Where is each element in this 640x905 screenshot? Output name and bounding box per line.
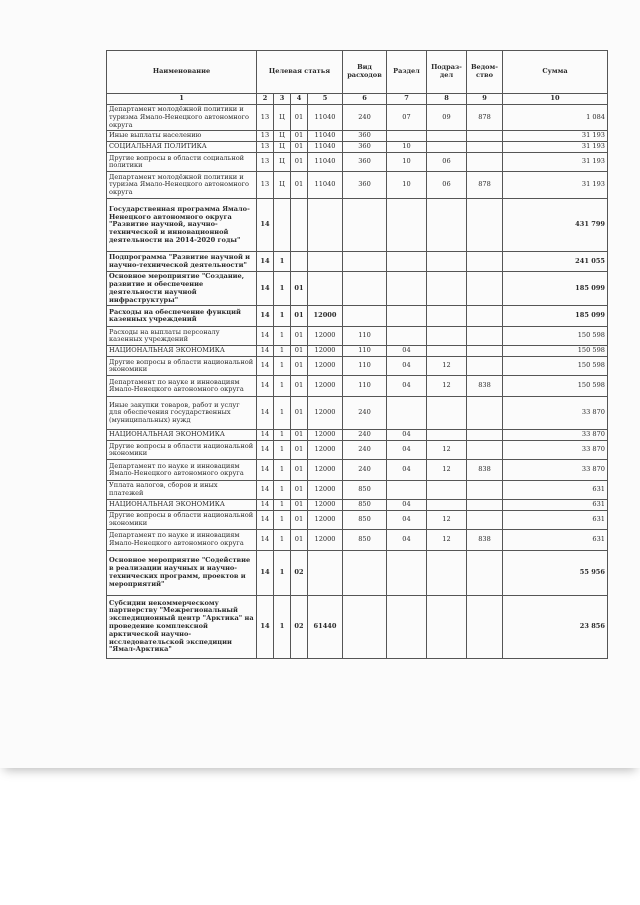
subsection-code: 06 xyxy=(427,172,467,199)
section-code: 10 xyxy=(387,153,427,172)
department-code xyxy=(467,153,503,172)
expense-type-code xyxy=(343,550,387,595)
sum-value: 150 598 xyxy=(503,357,608,376)
sum-value: 431 799 xyxy=(503,199,608,252)
target-code-direction: 11040 xyxy=(308,131,343,142)
expense-type-code: 360 xyxy=(343,131,387,142)
sum-value: 150 598 xyxy=(503,376,608,397)
expense-type-code: 110 xyxy=(343,327,387,346)
column-number: 1 xyxy=(107,94,257,105)
section-code: 07 xyxy=(387,105,427,131)
target-code-activity: 01 xyxy=(291,327,308,346)
expense-type-code: 240 xyxy=(343,441,387,460)
subsection-code xyxy=(427,272,467,306)
subsection-code xyxy=(427,346,467,357)
target-code-activity: 01 xyxy=(291,460,308,481)
target-code-program: 14 xyxy=(257,430,274,441)
subsection-code: 12 xyxy=(427,441,467,460)
department-code xyxy=(467,441,503,460)
subsection-code: 12 xyxy=(427,510,467,529)
target-code-direction: 12000 xyxy=(308,460,343,481)
department-code: 878 xyxy=(467,172,503,199)
target-code-activity: 01 xyxy=(291,105,308,131)
sum-value: 33 870 xyxy=(503,397,608,430)
target-code-program: 14 xyxy=(257,441,274,460)
sum-value: 31 193 xyxy=(503,142,608,153)
target-code-direction: 12000 xyxy=(308,397,343,430)
table-row xyxy=(107,510,608,529)
row-name: Другие вопросы в области национальной экономики xyxy=(107,441,257,460)
target-code-program: 13 xyxy=(257,142,274,153)
table-row xyxy=(107,272,608,306)
department-code xyxy=(467,131,503,142)
table-row xyxy=(107,105,608,131)
row-name: Другие вопросы в области национальной экономики xyxy=(107,357,257,376)
budget-table xyxy=(106,50,608,659)
table-row xyxy=(107,199,608,252)
table-body xyxy=(107,105,608,659)
row-name: Департамент по науке и инновациям Ямало-Ненецкого автономного округа xyxy=(107,529,257,550)
target-code-subprogram: Ц xyxy=(274,172,291,199)
header-name: Наименование xyxy=(107,51,257,94)
department-code xyxy=(467,357,503,376)
header-section: Раздел xyxy=(387,51,427,94)
target-code-subprogram: 1 xyxy=(274,430,291,441)
department-code xyxy=(467,510,503,529)
department-code xyxy=(467,252,503,272)
section-code: 10 xyxy=(387,172,427,199)
target-code-activity: 01 xyxy=(291,499,308,510)
target-code-subprogram xyxy=(274,199,291,252)
department-code xyxy=(467,272,503,306)
table-row xyxy=(107,529,608,550)
target-code-program: 14 xyxy=(257,510,274,529)
sum-value: 185 099 xyxy=(503,272,608,306)
target-code-direction: 12000 xyxy=(308,430,343,441)
target-code-activity xyxy=(291,199,308,252)
target-code-program: 14 xyxy=(257,499,274,510)
department-code xyxy=(467,550,503,595)
department-code xyxy=(467,346,503,357)
row-name: Департамент по науке и инновациям Ямало-Ненецкого автономного округа xyxy=(107,460,257,481)
target-code-program: 14 xyxy=(257,199,274,252)
subsection-code: 06 xyxy=(427,153,467,172)
expense-type-code: 110 xyxy=(343,376,387,397)
target-code-program: 13 xyxy=(257,131,274,142)
table-row xyxy=(107,595,608,658)
target-code-direction: 11040 xyxy=(308,105,343,131)
target-code-activity xyxy=(291,252,308,272)
table-header-row xyxy=(107,51,608,94)
target-code-subprogram: 1 xyxy=(274,510,291,529)
subsection-code xyxy=(427,430,467,441)
section-code xyxy=(387,397,427,430)
target-code-subprogram: Ц xyxy=(274,153,291,172)
target-code-activity: 01 xyxy=(291,131,308,142)
target-code-activity: 01 xyxy=(291,441,308,460)
expense-type-code xyxy=(343,199,387,252)
target-code-program: 14 xyxy=(257,376,274,397)
expense-type-code: 850 xyxy=(343,499,387,510)
subsection-code: 12 xyxy=(427,376,467,397)
subsection-code: 12 xyxy=(427,357,467,376)
target-code-activity: 02 xyxy=(291,550,308,595)
target-code-program: 14 xyxy=(257,550,274,595)
sum-value: 241 055 xyxy=(503,252,608,272)
column-number: 5 xyxy=(308,94,343,105)
expense-type-code: 240 xyxy=(343,460,387,481)
target-code-subprogram: 1 xyxy=(274,327,291,346)
table-row xyxy=(107,172,608,199)
section-code xyxy=(387,199,427,252)
sum-value: 1 084 xyxy=(503,105,608,131)
target-code-activity: 01 xyxy=(291,357,308,376)
table-row xyxy=(107,252,608,272)
target-code-subprogram: 1 xyxy=(274,306,291,327)
column-number: 10 xyxy=(503,94,608,105)
target-code-direction: 12000 xyxy=(308,481,343,500)
row-name: Департамент по науке и инновациям Ямало-Ненецкого автономного округа xyxy=(107,376,257,397)
column-number: 6 xyxy=(343,94,387,105)
section-code: 04 xyxy=(387,510,427,529)
target-code-subprogram: Ц xyxy=(274,131,291,142)
target-code-direction: 61440 xyxy=(308,595,343,658)
target-code-subprogram: 1 xyxy=(274,499,291,510)
sum-value: 150 598 xyxy=(503,327,608,346)
target-code-program: 14 xyxy=(257,357,274,376)
sum-value: 150 598 xyxy=(503,346,608,357)
target-code-activity: 01 xyxy=(291,172,308,199)
section-code: 04 xyxy=(387,529,427,550)
sum-value: 631 xyxy=(503,481,608,500)
target-code-direction: 11040 xyxy=(308,153,343,172)
target-code-activity: 01 xyxy=(291,346,308,357)
target-code-subprogram: Ц xyxy=(274,105,291,131)
target-code-direction: 12000 xyxy=(308,376,343,397)
target-code-activity: 01 xyxy=(291,142,308,153)
row-name: Департамент молодёжной политики и туризма Ямало-Ненецкого автономного округа xyxy=(107,172,257,199)
column-number: 8 xyxy=(427,94,467,105)
target-code-activity: 01 xyxy=(291,272,308,306)
target-code-program: 14 xyxy=(257,272,274,306)
section-code: 04 xyxy=(387,376,427,397)
department-code xyxy=(467,327,503,346)
table-row xyxy=(107,346,608,357)
target-code-program: 14 xyxy=(257,327,274,346)
row-name: Уплата налогов, сборов и иных платежей xyxy=(107,481,257,500)
expense-type-code: 850 xyxy=(343,510,387,529)
target-code-activity: 01 xyxy=(291,510,308,529)
department-code xyxy=(467,499,503,510)
target-code-activity: 01 xyxy=(291,397,308,430)
target-code-direction: 12000 xyxy=(308,510,343,529)
department-code: 838 xyxy=(467,376,503,397)
row-name: Департамент молодёжной политики и туризма Ямало-Ненецкого автономного округа xyxy=(107,105,257,131)
sum-value: 631 xyxy=(503,510,608,529)
subsection-code xyxy=(427,397,467,430)
row-name: Другие вопросы в области национальной экономики xyxy=(107,510,257,529)
section-code: 04 xyxy=(387,430,427,441)
target-code-subprogram: 1 xyxy=(274,595,291,658)
table-row xyxy=(107,460,608,481)
subsection-code xyxy=(427,252,467,272)
section-code xyxy=(387,327,427,346)
header-department: Ведом-ство xyxy=(467,51,503,94)
target-code-subprogram: 1 xyxy=(274,252,291,272)
department-code xyxy=(467,430,503,441)
department-code: 838 xyxy=(467,460,503,481)
target-code-subprogram: 1 xyxy=(274,550,291,595)
table-row xyxy=(107,142,608,153)
subsection-code xyxy=(427,595,467,658)
subsection-code xyxy=(427,499,467,510)
column-number: 2 xyxy=(257,94,274,105)
target-code-activity: 02 xyxy=(291,595,308,658)
row-name: Другие вопросы в области социальной политики xyxy=(107,153,257,172)
expense-type-code: 240 xyxy=(343,105,387,131)
column-number: 7 xyxy=(387,94,427,105)
department-code: 878 xyxy=(467,105,503,131)
target-code-program: 13 xyxy=(257,153,274,172)
section-code xyxy=(387,595,427,658)
target-code-program: 14 xyxy=(257,397,274,430)
column-number: 9 xyxy=(467,94,503,105)
row-name: Расходы на обеспечение функций казенных учреждений xyxy=(107,306,257,327)
row-name: НАЦИОНАЛЬНАЯ ЭКОНОМИКА xyxy=(107,346,257,357)
table-row xyxy=(107,306,608,327)
row-name: Иные закупки товаров, работ и услуг для обеспечения государственных (муниципальных) нужд xyxy=(107,397,257,430)
table-row xyxy=(107,430,608,441)
expense-type-code xyxy=(343,252,387,272)
sum-value: 23 856 xyxy=(503,595,608,658)
target-code-direction: 12000 xyxy=(308,529,343,550)
section-code xyxy=(387,306,427,327)
target-code-subprogram: 1 xyxy=(274,357,291,376)
expense-type-code: 360 xyxy=(343,153,387,172)
expense-type-code: 360 xyxy=(343,172,387,199)
target-code-program: 14 xyxy=(257,306,274,327)
expense-type-code: 110 xyxy=(343,357,387,376)
target-code-direction xyxy=(308,550,343,595)
target-code-activity: 01 xyxy=(291,430,308,441)
table-row xyxy=(107,499,608,510)
sum-value: 31 193 xyxy=(503,172,608,199)
target-code-direction xyxy=(308,199,343,252)
sum-value: 33 870 xyxy=(503,460,608,481)
section-code: 04 xyxy=(387,460,427,481)
table-row xyxy=(107,441,608,460)
table-row xyxy=(107,481,608,500)
section-code: 04 xyxy=(387,441,427,460)
table-row xyxy=(107,131,608,142)
row-name: Государственная программа Ямало-Ненецкого автономного округа "Развитие научной, научно-технической и инновационной деятельности на 2014-2020 годы" xyxy=(107,199,257,252)
subsection-code xyxy=(427,199,467,252)
target-code-direction: 12000 xyxy=(308,441,343,460)
subsection-code xyxy=(427,131,467,142)
target-code-direction: 11040 xyxy=(308,172,343,199)
target-code-activity: 01 xyxy=(291,153,308,172)
sum-value: 31 193 xyxy=(503,153,608,172)
row-name: Расходы на выплаты персоналу казенных учреждений xyxy=(107,327,257,346)
row-name: Иные выплаты населению xyxy=(107,131,257,142)
department-code xyxy=(467,481,503,500)
target-code-program: 14 xyxy=(257,481,274,500)
subsection-code: 09 xyxy=(427,105,467,131)
target-code-program: 14 xyxy=(257,595,274,658)
table-row xyxy=(107,153,608,172)
table-row xyxy=(107,357,608,376)
subsection-code xyxy=(427,481,467,500)
target-code-program: 14 xyxy=(257,460,274,481)
sum-value: 33 870 xyxy=(503,441,608,460)
row-name: Основное мероприятие "Создание, развитие и обеспечение деятельности научной инфраструктуры" xyxy=(107,272,257,306)
sum-value: 185 099 xyxy=(503,306,608,327)
target-code-direction: 12000 xyxy=(308,327,343,346)
subsection-code xyxy=(427,550,467,595)
target-code-subprogram: 1 xyxy=(274,376,291,397)
row-name: СОЦИАЛЬНАЯ ПОЛИТИКА xyxy=(107,142,257,153)
target-code-direction: 12000 xyxy=(308,499,343,510)
department-code xyxy=(467,306,503,327)
expense-type-code xyxy=(343,272,387,306)
table-row xyxy=(107,397,608,430)
target-code-subprogram: 1 xyxy=(274,272,291,306)
column-number: 4 xyxy=(291,94,308,105)
row-name: Подпрограмма "Развитие научной и научно-технической деятельности" xyxy=(107,252,257,272)
target-code-activity: 01 xyxy=(291,529,308,550)
target-code-program: 14 xyxy=(257,529,274,550)
section-code xyxy=(387,252,427,272)
header-expense-type: Вид расходов xyxy=(343,51,387,94)
target-code-direction: 12000 xyxy=(308,357,343,376)
target-code-activity: 01 xyxy=(291,376,308,397)
target-code-subprogram: 1 xyxy=(274,481,291,500)
sum-value: 631 xyxy=(503,499,608,510)
target-code-program: 14 xyxy=(257,252,274,272)
department-code xyxy=(467,142,503,153)
row-name: Основное мероприятие "Содействие в реализации научных и научно-технических программ, проектов и мероприятий" xyxy=(107,550,257,595)
target-code-direction: 12000 xyxy=(308,346,343,357)
section-code: 04 xyxy=(387,357,427,376)
target-code-subprogram: 1 xyxy=(274,346,291,357)
expense-type-code xyxy=(343,595,387,658)
row-name: Субсидии некоммерческому партнерству "Межрегиональный экспедиционный центр "Арктика" на проведение комплексной арктической научно-исследовательской экспедиции "Ямал-Арктика" xyxy=(107,595,257,658)
section-code xyxy=(387,272,427,306)
expense-type-code: 110 xyxy=(343,346,387,357)
department-code xyxy=(467,199,503,252)
expense-type-code: 240 xyxy=(343,397,387,430)
target-code-program: 13 xyxy=(257,105,274,131)
target-code-direction xyxy=(308,272,343,306)
target-code-subprogram: 1 xyxy=(274,397,291,430)
subsection-code xyxy=(427,306,467,327)
target-code-subprogram: 1 xyxy=(274,460,291,481)
target-code-direction xyxy=(308,252,343,272)
target-code-program: 13 xyxy=(257,172,274,199)
section-code xyxy=(387,131,427,142)
expense-type-code xyxy=(343,306,387,327)
section-code xyxy=(387,550,427,595)
table-row xyxy=(107,376,608,397)
header-subsection: Подраз-дел xyxy=(427,51,467,94)
target-code-subprogram: 1 xyxy=(274,529,291,550)
expense-type-code: 850 xyxy=(343,481,387,500)
sum-value: 33 870 xyxy=(503,430,608,441)
expense-type-code: 240 xyxy=(343,430,387,441)
section-code: 04 xyxy=(387,346,427,357)
header-target-article: Целевая статья xyxy=(257,51,343,94)
department-code xyxy=(467,397,503,430)
sum-value: 55 956 xyxy=(503,550,608,595)
section-code: 04 xyxy=(387,499,427,510)
row-name: НАЦИОНАЛЬНАЯ ЭКОНОМИКА xyxy=(107,430,257,441)
column-number-row xyxy=(107,94,608,105)
target-code-subprogram: Ц xyxy=(274,142,291,153)
subsection-code xyxy=(427,142,467,153)
row-name: НАЦИОНАЛЬНАЯ ЭКОНОМИКА xyxy=(107,499,257,510)
expense-type-code: 360 xyxy=(343,142,387,153)
table-row xyxy=(107,550,608,595)
target-code-activity: 01 xyxy=(291,306,308,327)
sum-value: 31 193 xyxy=(503,131,608,142)
target-code-direction: 11040 xyxy=(308,142,343,153)
subsection-code: 12 xyxy=(427,529,467,550)
target-code-subprogram: 1 xyxy=(274,441,291,460)
target-code-program: 14 xyxy=(257,346,274,357)
expense-type-code: 850 xyxy=(343,529,387,550)
subsection-code xyxy=(427,327,467,346)
target-code-direction: 12000 xyxy=(308,306,343,327)
target-code-activity: 01 xyxy=(291,481,308,500)
department-code: 838 xyxy=(467,529,503,550)
section-code: 10 xyxy=(387,142,427,153)
table-row xyxy=(107,327,608,346)
subsection-code: 12 xyxy=(427,460,467,481)
sum-value: 631 xyxy=(503,529,608,550)
section-code xyxy=(387,481,427,500)
header-sum: Сумма xyxy=(503,51,608,94)
department-code xyxy=(467,595,503,658)
column-number: 3 xyxy=(274,94,291,105)
